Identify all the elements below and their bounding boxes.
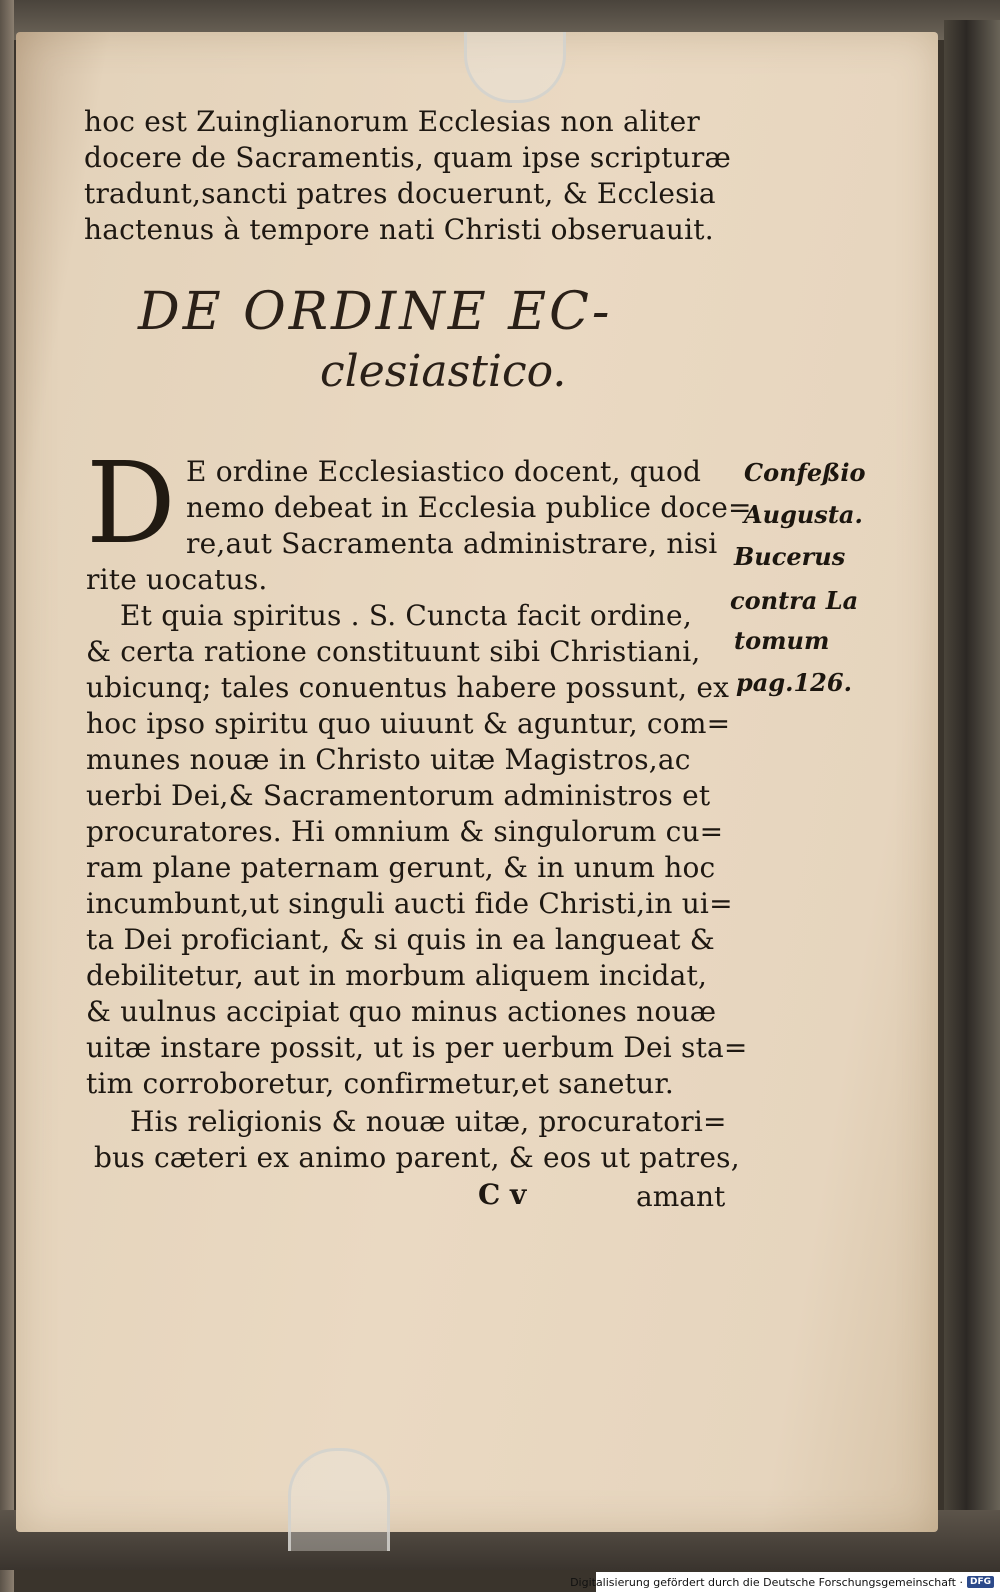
text-line: tradunt,sancti patres docuerunt, & Ecclesia <box>84 177 716 210</box>
book-cover-edge <box>944 20 1000 1560</box>
text-line: rite uocatus. <box>86 563 268 596</box>
text-line: debilitetur, aut in morbum aliquem incidat, <box>86 959 708 992</box>
margin-note: contra La <box>730 586 859 615</box>
text-line: ram plane paternam gerunt, & in unum hoc <box>86 851 716 884</box>
text-line: uitæ instare possit, ut is per uerbum Dei sta= <box>86 1031 748 1064</box>
text-line: hoc ipso spiritu quo uiuunt & aguntur, com= <box>86 707 731 740</box>
text-line: hactenus à tempore nati Christi obseruauit. <box>84 213 714 246</box>
text-line: & certa ratione constituunt sibi Christiani, <box>86 635 701 668</box>
section-heading: DE ORDINE EC- <box>138 282 613 342</box>
text-line: nemo debeat in Ecclesia publice doce= <box>186 491 752 524</box>
text-line: docere de Sacramentis, quam ipse scripturæ <box>84 141 731 174</box>
page-clip-bottom <box>288 1448 390 1551</box>
drop-cap: D <box>86 439 176 569</box>
footer-text: Digitalisierung gefördert durch die Deutsche Forschungsgemeinschaft · <box>570 1575 963 1589</box>
text-line: munes nouæ in Christo uitæ Magistros,ac <box>86 743 691 776</box>
text-line: uerbi Dei,& Sacramentorum administros et <box>86 779 711 812</box>
dfg-logo-icon: DFG <box>967 1576 994 1588</box>
text-line: re,aut Sacramenta administrare, nisi <box>186 527 718 560</box>
margin-note: Bucerus <box>734 542 846 571</box>
footer-credit <box>570 1572 1000 1592</box>
margin-note: tomum <box>734 626 830 655</box>
text-line: procuratores. Hi omnium & singulorum cu= <box>86 815 724 848</box>
text-line: incumbunt,ut singuli aucti fide Christi,in ui= <box>86 887 733 920</box>
text-line: tim corroboretur, confirmetur,et sanetur. <box>86 1067 674 1100</box>
text-line: E ordine Ecclesiastico docent, quod <box>186 455 702 488</box>
catchword: amant <box>636 1180 726 1213</box>
text-line: bus cæteri ex animo parent, & eos ut patres, <box>94 1141 740 1174</box>
margin-note: Augusta. <box>744 500 863 529</box>
text-line: His religionis & nouæ uitæ, procuratori= <box>130 1105 727 1138</box>
text-line: & uulnus accipiat quo minus actiones nouæ <box>86 995 717 1028</box>
text-line: ta Dei proficiant, & si quis in ea langueat & <box>86 923 715 956</box>
text-line: ubicunq; tales conuentus habere possunt, ex <box>86 671 730 704</box>
page-clip-top <box>464 32 566 103</box>
margin-note: Confeßio <box>744 458 866 487</box>
book-spine-edge <box>0 0 14 1592</box>
text-line: Et quia spiritus . S. Cuncta facit ordine, <box>120 599 692 632</box>
text-line: hoc est Zuinglianorum Ecclesias non aliter <box>84 105 700 138</box>
section-heading-continued: clesiastico. <box>320 346 567 397</box>
signature-mark: C v <box>478 1178 527 1211</box>
margin-note: pag.126. <box>736 668 852 697</box>
